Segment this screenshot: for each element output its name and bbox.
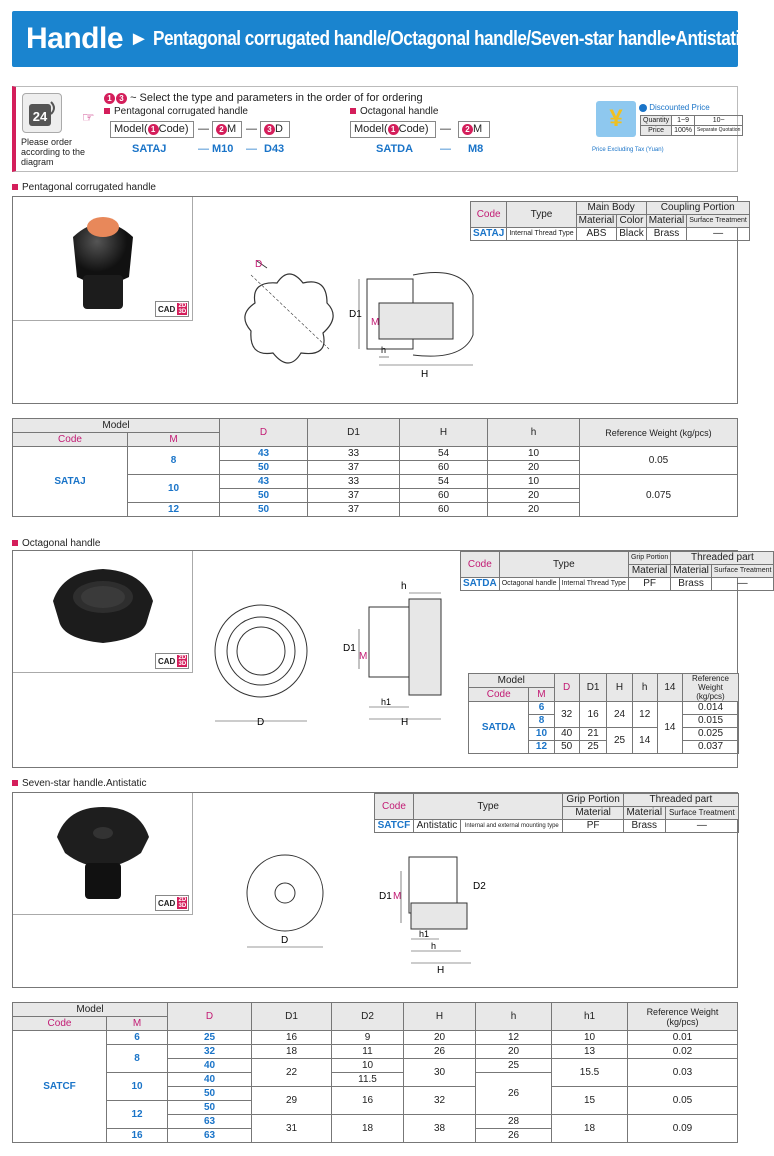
svg-text:H: H — [437, 965, 445, 976]
hand-pointer-icon: ☞ — [82, 109, 95, 125]
octagonal-panel — [12, 550, 772, 768]
example-code-1: SATAJ — [132, 143, 167, 155]
svg-text:H: H — [421, 369, 429, 380]
sevenstar-panel — [12, 792, 738, 988]
svg-text:h1: h1 — [419, 929, 430, 939]
svg-text:M: M — [371, 317, 380, 328]
price-table: Quantity 1~9 10~ Price 100% Separate Quotation — [640, 115, 743, 136]
svg-text:H: H — [401, 717, 409, 728]
price-title: Discounted Price — [639, 103, 710, 112]
section-title-octagonal: Octagonal handle — [12, 538, 100, 549]
pentagonal-drawing — [237, 253, 537, 393]
pentagonal-dimension-table: Model D D1 H h Reference Weight (kg/pcs) Code M SATAJ 8 43 33 54 10 0.05 50 37 60 20 10 43 33 54 10 0.075 50 37 60 20 12 50 37 60 20 — [12, 418, 738, 517]
section-title-sevenstar: Seven-star handle.Antistatic — [12, 778, 147, 789]
dash: — — [440, 123, 451, 135]
svg-text:M: M — [393, 891, 402, 902]
pentagonal-order-label: Pentagonal corrugated handle — [104, 106, 248, 117]
svg-text:h: h — [401, 581, 407, 592]
svg-text:h: h — [381, 345, 387, 355]
dash: — — [198, 143, 209, 155]
svg-text:h1: h1 — [381, 697, 392, 707]
model-code-box: Model( 1 Code) — [110, 121, 194, 138]
phone-caption: Please order according to the diagram — [21, 137, 86, 167]
pentagonal-panel — [12, 196, 747, 404]
octagonal-photo — [13, 551, 193, 673]
svg-text:M: M — [359, 651, 368, 662]
m-box-2: 2 M — [458, 121, 490, 138]
order-instruction: 1 3 ~ Select the type and parameters in the order of for ordering — [104, 92, 423, 104]
price-caption: Price Excluding Tax (Yuan) — [592, 147, 664, 153]
octagonal-drawing — [209, 579, 469, 739]
svg-text:24: 24 — [32, 109, 48, 124]
example-m-2: M8 — [468, 143, 484, 155]
yuan-icon: ¥ — [596, 101, 636, 137]
sevenstar-dimension-table: Model D D1 D2 H h h1 Reference Weight (kg/pcs) Code M SATCF 6 25 16 9 20 12 10 0.01 8 32 18 11 26 20 13 0.02 40 22 10 30 25 15.5 0.03 10 40 11.5 26 50 29 16 32 15 0.05 12 50 63 31 18 38 28 18 0.09 16 63 26 — [12, 1002, 738, 1143]
cad-badge[interactable]: CAD 2D 3D — [155, 301, 189, 317]
example-m-1: M10 — [212, 143, 234, 155]
octagonal-spec-table: Code Type Grip Portion Threaded part Material Material Surface Treatment SATDA Octagonal handle Internal Thread Type PF Brass — — [460, 551, 774, 591]
m-box: 2 M — [212, 121, 242, 138]
sevenstar-drawing — [239, 851, 489, 981]
cad-badge[interactable]: CAD 2D 3D — [155, 653, 189, 669]
dash: — — [440, 143, 451, 155]
svg-text:h: h — [431, 941, 437, 951]
pentagonal-photo — [13, 197, 193, 321]
dash: — — [246, 123, 257, 135]
sevenstar-spec-table: Code Type Grip Portion Threaded part Material Material Surface Treatment SATCF Antistatic Internal and external mounting type PF Brass — — [374, 793, 739, 833]
octagonal-dimension-table: Model D D1 H h 14 Reference Weight (kg/pcs) Code M SATDA 6 32 16 24 12 14 0.014 8 0.015 10 40 21 25 14 0.025 12 50 25 0.037 — [468, 673, 739, 754]
svg-text:D: D — [257, 717, 265, 728]
svg-text:D2: D2 — [473, 881, 486, 892]
svg-text:D1: D1 — [343, 643, 356, 654]
pentagonal-spec-table: Code Type Main Body Coupling Portion Material Color Material Surface Treatment SATAJ Internal Thread Type ABS Black Brass — — [470, 201, 750, 241]
ordering-guide — [12, 86, 741, 172]
dash: — — [198, 123, 209, 135]
arrow-icon: ► — [129, 27, 149, 50]
d-box: 3 D — [260, 121, 290, 138]
dash: — — [246, 143, 257, 155]
svg-text:D1: D1 — [349, 309, 362, 320]
example-d-1: D43 — [264, 143, 285, 155]
phone-24h-icon — [22, 93, 62, 133]
section-title-pentagonal: Pentagonal corrugated handle — [12, 182, 156, 193]
svg-text:D: D — [255, 259, 263, 270]
page-header — [12, 11, 749, 67]
cad-badge[interactable]: CAD 2D 3D — [155, 895, 189, 911]
octagonal-order-label: Octagonal handle — [350, 106, 438, 117]
page-title: Handle — [26, 22, 124, 55]
page-subtitle: Pentagonal corrugated handle/Octagonal handle/Seven-star handle•Antistatic — [152, 27, 749, 50]
svg-text:D: D — [281, 935, 289, 946]
model-code-box-2: Model( 1 Code) — [350, 121, 436, 138]
sevenstar-photo — [13, 793, 193, 915]
svg-text:D1: D1 — [379, 891, 392, 902]
example-code-2: SATDA — [376, 143, 414, 155]
